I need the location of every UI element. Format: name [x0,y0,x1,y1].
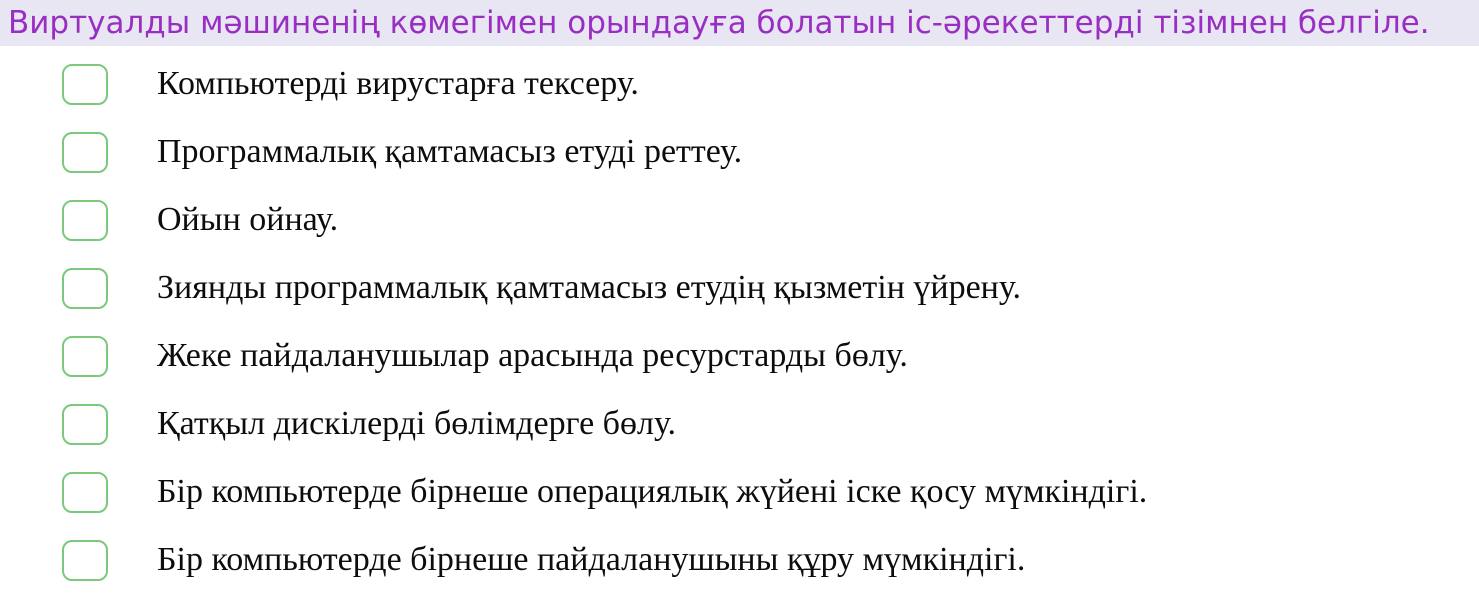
checkbox[interactable] [62,200,108,241]
option-label: Бір компьютерде бірнеше операциялық жүйені іске қосу мүмкіндігі. [157,473,1148,510]
option-row [0,335,1479,377]
option-row [0,403,1479,445]
options-list [0,46,1479,581]
checkbox[interactable] [62,404,108,445]
question-title: Виртуалды мәшиненің көмегімен орындауға болатын іс-әрекеттерді тізімнен белгіле. [0,0,1479,46]
checkbox[interactable] [62,64,108,105]
option-label: Зиянды программалық қамтамасыз етудің қызметін үйрену. [157,269,1021,306]
option-label: Ойын ойнау. [157,201,339,238]
option-row [0,539,1479,581]
option-label: Жеке пайдаланушылар арасында ресурстарды бөлу. [157,337,908,374]
option-label: Компьютерді вирустарға тексеру. [157,65,639,102]
checkbox[interactable] [62,472,108,513]
option-row [0,63,1479,105]
checkbox[interactable] [62,336,108,377]
checkbox[interactable] [62,540,108,581]
option-row [0,131,1479,173]
option-row [0,471,1479,513]
option-row [0,267,1479,309]
checkbox[interactable] [62,132,108,173]
option-row [0,199,1479,241]
checkbox[interactable] [62,268,108,309]
option-label: Программалық қамтамасыз етуді реттеу. [157,133,743,170]
option-label: Қатқыл дискілерді бөлімдерге бөлу. [157,405,677,442]
option-label: Бір компьютерде бірнеше пайдаланушыны құру мүмкіндігі. [157,541,1026,578]
